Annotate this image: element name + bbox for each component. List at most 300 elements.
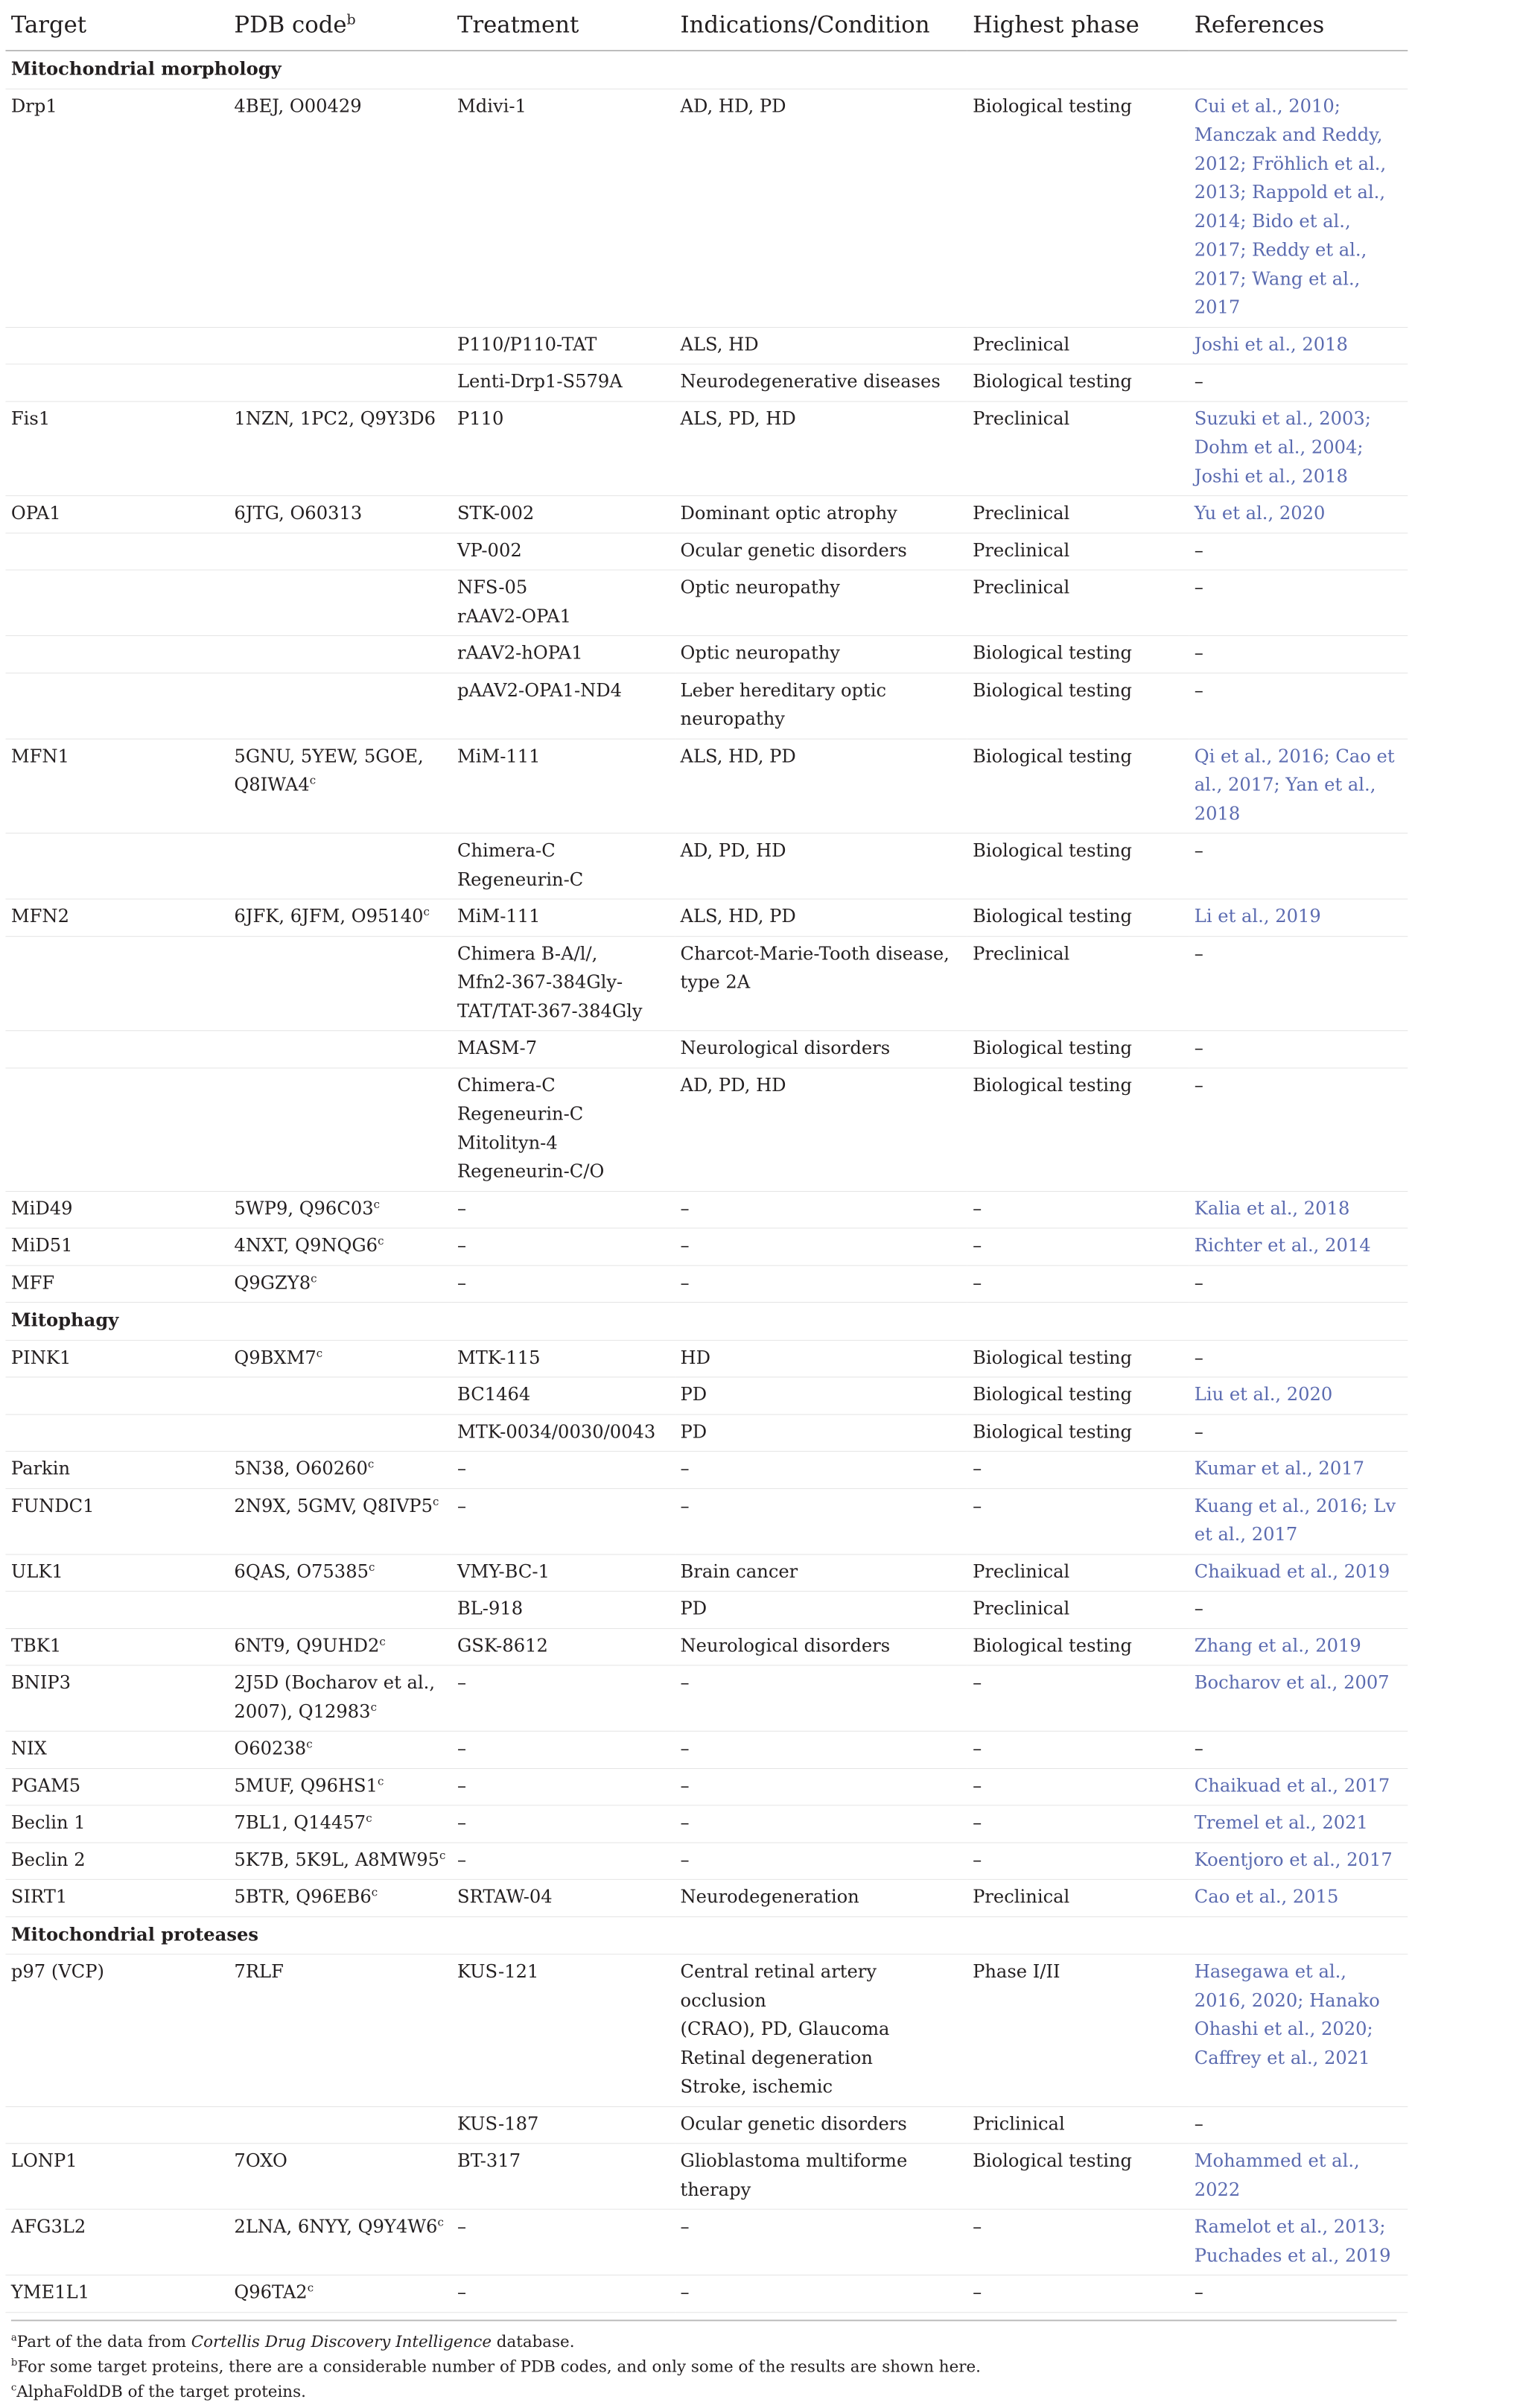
cell-target: ULK1 [5,1554,229,1592]
cell-target [5,1591,229,1628]
pdb-footnote-mark: c [306,1737,313,1751]
cell-references: – [1189,1340,1408,1377]
cell-indication [675,1628,967,1665]
cell-treatment [452,2106,675,2144]
treatment-text: MiM-111 [457,746,541,767]
pdb-code-text: 7RLF [234,1961,284,1983]
indication-text: Glioblastoma multiforme therapy [680,2150,908,2201]
treatment-text: BC1464 [457,1384,531,1405]
pdb-footnote-mark: c [432,1494,439,1508]
cell-treatment [452,1228,675,1265]
reference-link[interactable]: Hasegawa et al., 2016, 2020; Hanako Ohashi et al., 2020; Caffrey et al., 2021 [1189,1954,1408,2106]
pdb-footnote-mark: c [378,1774,384,1788]
cell-indication [675,2209,967,2275]
pdb-code-text: 2N9X, 5GMV, Q8IVP5 [234,1495,433,1516]
footnote [11,2354,1397,2379]
treatment-text: – [457,1849,467,1871]
cell-references: – [1189,2106,1408,2144]
cell-treatment [452,1591,675,1628]
treatment-text: pAAV2-OPA1-ND4 [457,680,623,701]
treatment-text: – [457,1775,467,1797]
cell-target [5,833,229,899]
cell-treatment [452,899,675,936]
indication-text: – [680,2216,690,2237]
pdb-code-text: 7BL1, Q14457 [234,1812,366,1834]
cell-treatment [452,89,675,327]
treatment-text: MTK-115 [457,1347,541,1368]
indication-text: ALS, HD [680,334,759,355]
indication-text: Brain cancer [680,1561,798,1583]
footnote-mark: c [10,2382,17,2394]
pdb-footnote-mark: c [371,1885,378,1899]
footnote-mark: b [10,2357,18,2369]
cell-references: – [1189,1031,1408,1068]
table-row [5,1191,1408,1228]
reference-link[interactable]: Kuang et al., 2016; Lv et al., 2017 [1189,1488,1408,1554]
pdb-footnote-mark: c [367,1457,375,1471]
treatment-text: Chimera-C Regeneurin-C Mitolityn-4 Regeneurin-C/O [457,1075,605,1183]
treatment-text: VP-002 [457,540,522,562]
table-row [5,1031,1408,1068]
cell-pdb-code [229,936,452,1031]
indication-text: ALS, HD, PD [680,906,796,927]
cell-highest-phase: Preclinical [967,401,1189,496]
cell-treatment [452,1665,675,1731]
cell-indication [675,2144,967,2209]
table-row [5,739,1408,833]
table-row [5,327,1408,364]
table-row [5,1228,1408,1265]
treatment-text: KUS-187 [457,2113,539,2135]
cell-indication [675,833,967,899]
cell-treatment [452,636,675,673]
cell-indication [675,364,967,401]
cell-highest-phase: – [967,1843,1189,1880]
indication-text: PD [680,1421,707,1443]
cell-indication [675,1414,967,1452]
reference-link[interactable]: Chaikuad et al., 2019 [1189,1554,1408,1592]
indication-text: – [680,2282,690,2304]
cell-highest-phase: – [967,1265,1189,1303]
cell-treatment [452,1191,675,1228]
treatment-text: STK-002 [457,503,535,524]
cell-indication [675,739,967,833]
cell-pdb-code [229,2275,452,2313]
pdb-footnote-mark: c [309,773,317,787]
cell-indication [675,1031,967,1068]
footnote-text: For some target proteins, there are a considerable number of PDB codes, and only some of the results are shown here. [17,2357,981,2376]
reference-link[interactable]: Bocharov et al., 2007 [1189,1665,1408,1731]
pdb-footnote-mark: c [316,1346,323,1360]
pdb-footnote-mark: c [307,2281,314,2295]
pdb-code-text: 6QAS, O75385 [234,1561,369,1583]
indication-text: – [680,1672,690,1694]
indication-text: PD [680,1384,707,1405]
pdb-footnote-mark: c [311,1271,317,1285]
cell-indication [675,1191,967,1228]
cell-highest-phase: – [967,1805,1189,1843]
cell-treatment [452,496,675,533]
footnote-database-name: Cortellis Drug Discovery Intelligence [191,2333,492,2351]
cell-treatment [452,1488,675,1554]
cell-indication [675,2275,967,2313]
cell-treatment [452,673,675,738]
cell-target: BNIP3 [5,1665,229,1731]
header-pdb-label: PDB code [234,10,347,39]
cell-pdb-code [229,1731,452,1768]
table-row [5,1665,1408,1731]
cell-indication [675,636,967,673]
cell-indication [675,1954,967,2106]
cell-treatment [452,533,675,570]
cell-references: – [1189,1414,1408,1452]
cell-references: – [1189,2275,1408,2313]
cell-references: – [1189,673,1408,738]
pdb-code-text: O60238 [234,1738,307,1759]
cell-treatment [452,1340,675,1377]
indication-text: – [680,1495,690,1516]
cell-pdb-code [229,1228,452,1265]
cell-pdb-code [229,1031,452,1068]
reference-link[interactable]: Cui et al., 2010; Manczak and Reddy, 2012; Fröhlich et al., 2013; Rappold et al., 2014; Bido et al., 2017; Reddy et al., 2017; Wang et al., 2017 [1189,89,1408,327]
cell-indication [675,570,967,635]
table-row [5,2275,1408,2313]
indication-text: AD, PD, HD [680,840,786,862]
treatment-text: BT-317 [457,2150,521,2172]
cell-pdb-code [229,2209,452,2275]
cell-pdb-code [229,899,452,936]
indication-text: Ocular genetic disorders [680,2113,907,2135]
cell-highest-phase: Biological testing [967,636,1189,673]
treatment-text: – [457,2282,467,2304]
cell-highest-phase: Biological testing [967,673,1189,738]
reference-link[interactable]: Ramelot et al., 2013; Puchades et al., 2019 [1189,2209,1408,2275]
treatment-text: P110 [457,408,504,430]
table-row [5,1068,1408,1192]
section-label: Mitochondrial proteases [5,1916,1408,1954]
cell-pdb-code [229,1843,452,1880]
indication-text: Neurological disorders [680,1635,891,1656]
cell-treatment [452,2144,675,2209]
cell-pdb-code [229,1768,452,1805]
cell-pdb-code [229,1554,452,1592]
cell-pdb-code [229,1377,452,1414]
cell-highest-phase: Preclinical [967,570,1189,635]
reference-link[interactable]: Koentjoro et al., 2017 [1189,1843,1408,1880]
treatment-text: – [457,1458,467,1480]
cell-highest-phase: Biological testing [967,899,1189,936]
cell-references: – [1189,833,1408,899]
cell-indication [675,533,967,570]
treatment-text: MTK-0034/0030/0043 [457,1421,656,1443]
reference-link[interactable]: Suzuki et al., 2003; Dohm et al., 2004; Joshi et al., 2018 [1189,401,1408,496]
cell-highest-phase: Preclinical [967,533,1189,570]
cell-pdb-code [229,1591,452,1628]
cell-highest-phase: Preclinical [967,496,1189,533]
cell-target [5,1414,229,1452]
cell-target: MFN1 [5,739,229,833]
reference-link[interactable]: Yu et al., 2020 [1189,496,1408,533]
cell-references: – [1189,533,1408,570]
indication-text: Optic neuropathy [680,576,840,598]
reference-link[interactable]: Kumar et al., 2017 [1189,1451,1408,1488]
footnote-mark: a [10,2332,17,2344]
cell-target [5,673,229,738]
cell-target [5,1068,229,1192]
cell-pdb-code [229,1191,452,1228]
treatment-text: P110/P110-TAT [457,334,597,355]
treatment-text: SRTAW-04 [457,1887,553,1908]
cell-treatment [452,1377,675,1414]
cell-target: SIRT1 [5,1879,229,1916]
pdb-code-text: 1NZN, 1PC2, Q9Y3D6 [234,408,436,430]
cell-target: p97 (VCP) [5,1954,229,2106]
cell-treatment [452,1031,675,1068]
header-pdb-footnote-mark: b [346,10,356,28]
reference-link[interactable]: Cao et al., 2015 [1189,1879,1408,1916]
cell-indication [675,936,967,1031]
treatment-text: GSK-8612 [457,1635,548,1656]
cell-pdb-code [229,89,452,327]
cell-highest-phase: – [967,1665,1189,1731]
cell-indication [675,401,967,496]
header-indications: Indications/Condition [675,0,967,51]
cell-target: Drp1 [5,89,229,327]
cell-pdb-code [229,2106,452,2144]
cell-highest-phase: Priclinical [967,2106,1189,2144]
treatment-text: VMY-BC-1 [457,1561,550,1583]
cell-target: YME1L1 [5,2275,229,2313]
cell-pdb-code [229,739,452,833]
cell-target: Beclin 2 [5,1843,229,1880]
cell-highest-phase: – [967,1488,1189,1554]
targets-table [5,0,1408,2313]
table-row [5,833,1408,899]
cell-pdb-code [229,1879,452,1916]
cell-highest-phase: Biological testing [967,364,1189,401]
pdb-code-text: 4NXT, Q9NQG6 [234,1235,378,1257]
cell-treatment [452,1451,675,1488]
cell-target [5,1377,229,1414]
cell-treatment [452,327,675,364]
cell-target [5,570,229,635]
table-row [5,1591,1408,1628]
pdb-code-text: Q9BXM7 [234,1347,317,1368]
cell-references: – [1189,1731,1408,1768]
pdb-footnote-mark: c [423,905,430,918]
cell-indication [675,1340,967,1377]
cell-highest-phase: – [967,2209,1189,2275]
pdb-code-text: 6NT9, Q9UHD2 [234,1635,380,1656]
cell-pdb-code [229,1340,452,1377]
cell-pdb-code [229,1954,452,2106]
cell-references: – [1189,1265,1408,1303]
cell-target: AFG3L2 [5,2209,229,2275]
treatment-text: Lenti-Drp1-S579A [457,371,623,393]
reference-link[interactable]: Chaikuad et al., 2017 [1189,1768,1408,1805]
cell-target: FUNDC1 [5,1488,229,1554]
pdb-code-text: 6JFK, 6JFM, O95140 [234,906,424,927]
treatment-text: – [457,1272,467,1294]
reference-link[interactable]: Li et al., 2019 [1189,899,1408,936]
pdb-code-text: 5N38, O60260 [234,1458,368,1480]
cell-target: Fis1 [5,401,229,496]
pdb-footnote-mark: c [368,1560,375,1574]
cell-references: – [1189,1068,1408,1192]
cell-treatment [452,1628,675,1665]
reference-link[interactable]: Richter et al., 2014 [1189,1228,1408,1265]
pdb-footnote-mark: c [370,1700,377,1714]
cell-treatment [452,364,675,401]
table-row [5,1628,1408,1665]
pdb-footnote-mark: c [373,1197,381,1211]
cell-target: Parkin [5,1451,229,1488]
cell-target [5,2106,229,2144]
table-row [5,1805,1408,1843]
pdb-code-text: 5GNU, 5YEW, 5GOE, Q8IWA4 [234,746,424,795]
cell-treatment [452,1879,675,1916]
cell-highest-phase: Preclinical [967,1554,1189,1592]
treatment-text: MiM-111 [457,906,541,927]
cell-pdb-code [229,401,452,496]
table-row [5,1340,1408,1377]
treatment-text: Mdivi-1 [457,95,527,117]
cell-target: MiD49 [5,1191,229,1228]
cell-target: OPA1 [5,496,229,533]
cell-target [5,636,229,673]
cell-highest-phase: Biological testing [967,2144,1189,2209]
table-row [5,1554,1408,1592]
cell-highest-phase: – [967,1768,1189,1805]
cell-indication [675,1843,967,1880]
cell-highest-phase: Biological testing [967,89,1189,327]
cell-indication [675,1488,967,1554]
cell-treatment [452,2209,675,2275]
cell-pdb-code [229,1665,452,1731]
table-row [5,636,1408,673]
cell-indication [675,1228,967,1265]
treatment-text: Chimera-C Regeneurin-C [457,840,584,890]
indication-text: ALS, PD, HD [680,408,796,430]
cell-treatment [452,570,675,635]
cell-pdb-code [229,533,452,570]
indication-text: Charcot-Marie-Tooth disease, type 2A [680,943,950,994]
cell-treatment [452,936,675,1031]
footnote-text: Part of the data from [16,2333,191,2351]
cell-pdb-code [229,1805,452,1843]
treatment-text: – [457,1812,467,1834]
treatment-text: KUS-121 [457,1961,539,1983]
table-row [5,1377,1408,1414]
table-row [5,1879,1408,1916]
cell-indication [675,89,967,327]
indication-text: – [680,1198,690,1219]
cell-target [5,1031,229,1068]
cell-indication [675,1879,967,1916]
treatment-text: NFS-05 rAAV2-OPA1 [457,576,572,627]
cell-treatment [452,1768,675,1805]
reference-link[interactable]: Zhang et al., 2019 [1189,1628,1408,1665]
cell-highest-phase: Preclinical [967,327,1189,364]
table-row [5,1731,1408,1768]
cell-indication [675,1265,967,1303]
footnote [11,2380,1397,2404]
cell-pdb-code [229,673,452,738]
reference-link[interactable]: Qi et al., 2016; Cao et al., 2017; Yan et al., 2018 [1189,739,1408,833]
reference-link[interactable]: Liu et al., 2020 [1189,1377,1408,1414]
indication-text: – [680,1272,690,1294]
pdb-code-text: 2J5D (Bocharov et al., 2007), Q12983 [234,1672,436,1723]
table-row [5,570,1408,635]
cell-references: – [1189,364,1408,401]
indication-text: HD [680,1347,711,1368]
table-row [5,1843,1408,1880]
reference-link[interactable]: Mohammed et al., 2022 [1189,2144,1408,2209]
cell-target: MFF [5,1265,229,1303]
cell-highest-phase: Biological testing [967,1628,1189,1665]
indication-text: – [680,1235,690,1257]
treatment-text: – [457,1738,467,1759]
reference-link[interactable]: Kalia et al., 2018 [1189,1191,1408,1228]
indication-text: Ocular genetic disorders [680,540,907,562]
treatment-text: MASM-7 [457,1038,538,1059]
section-row [5,1302,1408,1340]
cell-pdb-code [229,1451,452,1488]
indication-text: – [680,1738,690,1759]
pdb-code-text: 5MUF, Q96HS1 [234,1775,378,1797]
cell-pdb-code [229,636,452,673]
indication-text: – [680,1849,690,1871]
pdb-code-text: 4BEJ, O00429 [234,95,362,117]
cell-highest-phase: – [967,1228,1189,1265]
pdb-code-text: 2LNA, 6NYY, Q9Y4W6 [234,2216,438,2237]
cell-highest-phase: Biological testing [967,739,1189,833]
header-references: References [1189,0,1408,51]
indication-text: ALS, HD, PD [680,746,796,767]
treatment-text: BL-918 [457,1598,524,1620]
cell-target: MFN2 [5,899,229,936]
table-row [5,899,1408,936]
cell-target [5,936,229,1031]
cell-pdb-code [229,496,452,533]
treatment-text: rAAV2-hOPA1 [457,643,583,664]
table-row [5,1414,1408,1452]
pdb-footnote-mark: c [439,1848,446,1862]
cell-indication [675,1377,967,1414]
cell-treatment [452,1805,675,1843]
cell-highest-phase: Biological testing [967,1068,1189,1192]
cell-treatment [452,1414,675,1452]
indication-text: PD [680,1598,707,1620]
footnote [11,2330,1397,2354]
cell-target: NIX [5,1731,229,1768]
reference-link[interactable]: Tremel et al., 2021 [1189,1805,1408,1843]
cell-treatment [452,401,675,496]
section-row [5,51,1408,89]
table-row [5,89,1408,327]
indication-text: AD, PD, HD [680,1075,786,1096]
indication-text: Central retinal artery occlusion (CRAO), PD, Glaucoma Retinal degeneration Stroke, ischemic [680,1961,890,2097]
header-highest-phase: Highest phase [967,0,1189,51]
section-label: Mitochondrial morphology [5,51,1408,89]
pdb-code-text: 6JTG, O60313 [234,503,363,524]
table-header [5,0,1408,51]
cell-highest-phase: Biological testing [967,1340,1189,1377]
reference-link[interactable]: Joshi et al., 2018 [1189,327,1408,364]
cell-highest-phase: Biological testing [967,1031,1189,1068]
cell-target [5,533,229,570]
indication-text: Dominant optic atrophy [680,503,897,524]
